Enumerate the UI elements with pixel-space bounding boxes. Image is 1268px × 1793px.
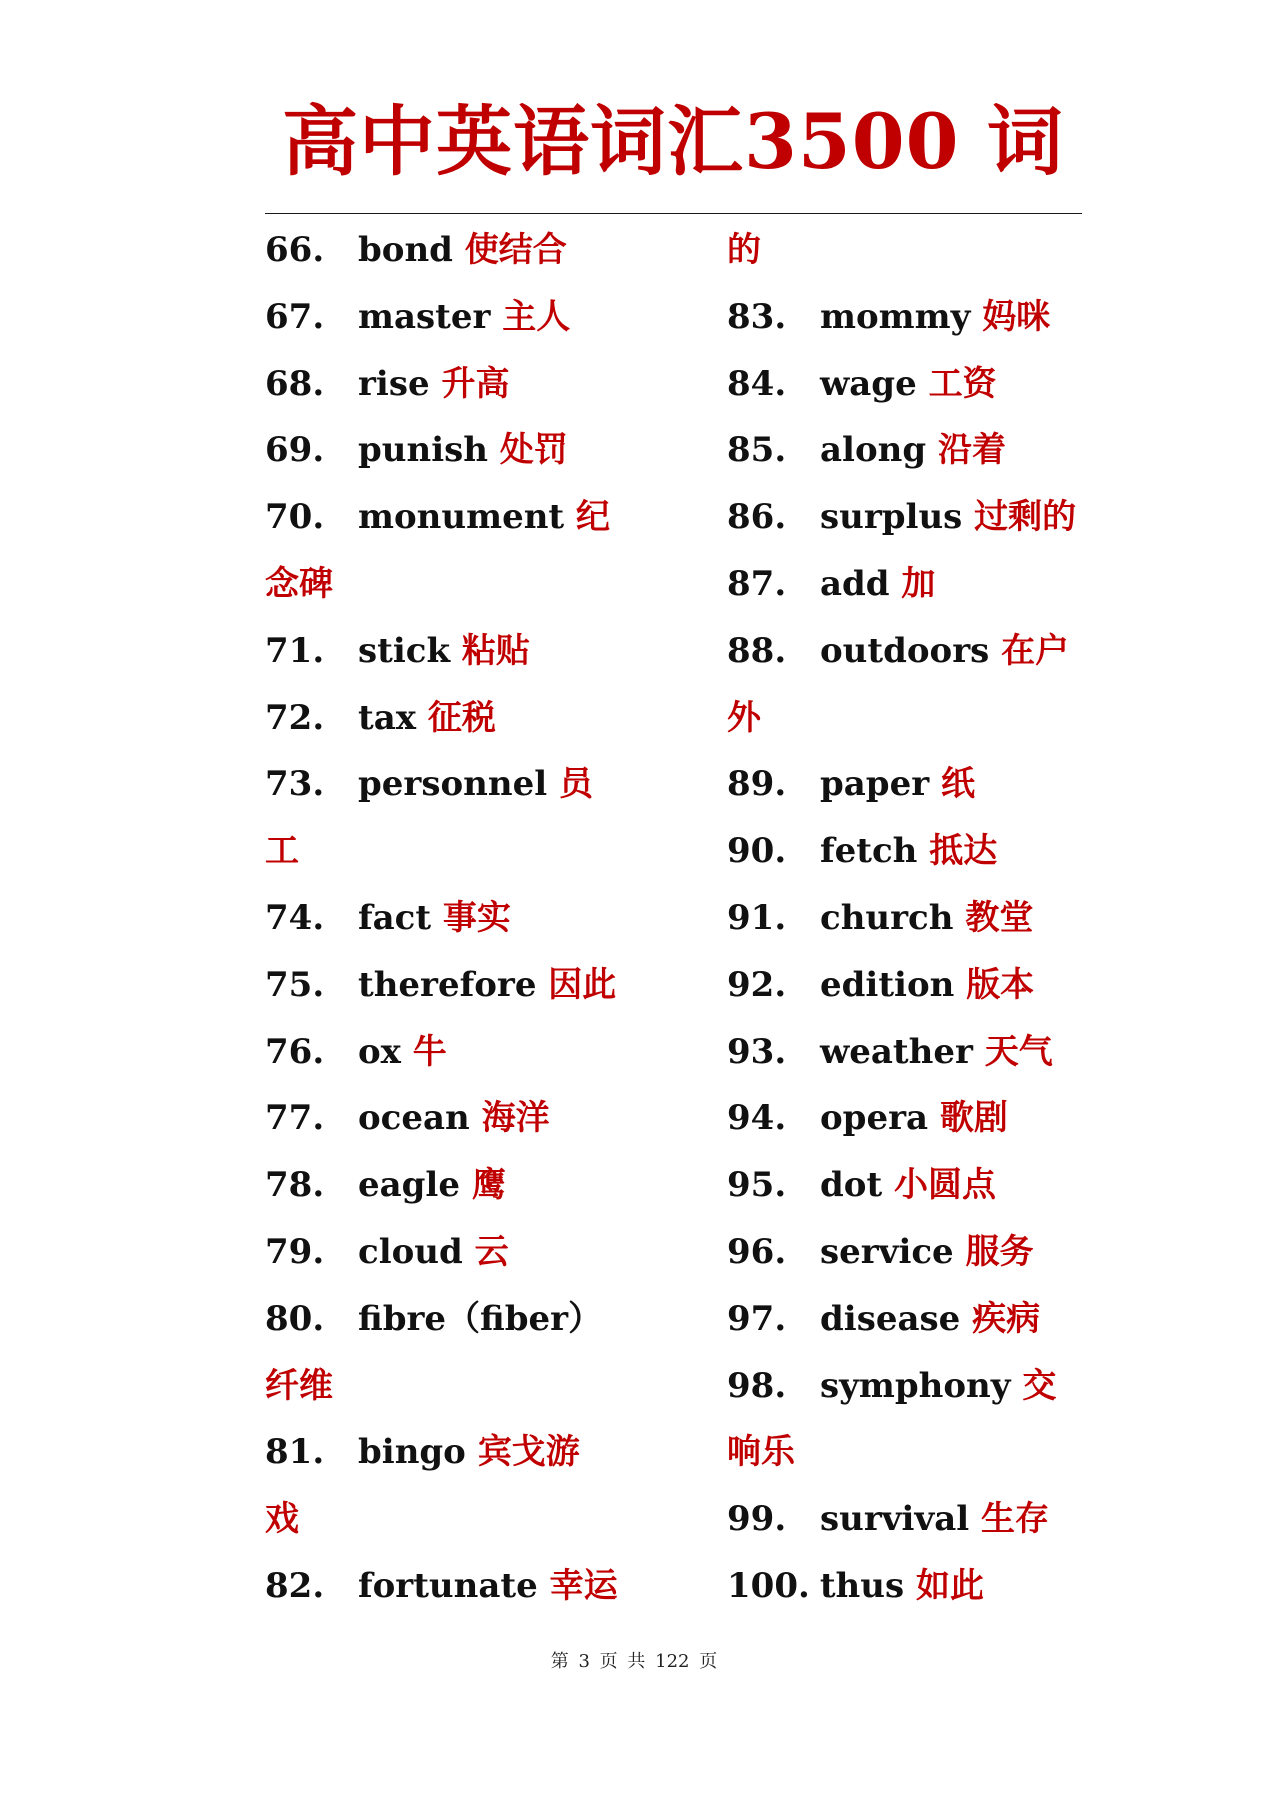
vocab-meaning: 天气 bbox=[984, 1031, 1053, 1072]
vocab-entry bbox=[265, 685, 655, 752]
vocab-number: 73. bbox=[265, 764, 325, 805]
vocab-number: 95. bbox=[727, 1165, 787, 1206]
vocab-word: fetch bbox=[820, 831, 918, 872]
vocab-word: bond bbox=[358, 230, 453, 270]
vocab-word: punish bbox=[358, 430, 488, 471]
vocab-number: 72. bbox=[265, 697, 325, 738]
vocab-number: 74. bbox=[265, 897, 325, 938]
vocab-word: eagle bbox=[358, 1165, 460, 1206]
vocab-entry bbox=[265, 618, 655, 685]
vocab-entry bbox=[265, 1219, 655, 1286]
vocab-entry bbox=[727, 1019, 1117, 1086]
vocab-meaning: 疾病 bbox=[972, 1298, 1041, 1339]
vocab-word: outdoors bbox=[820, 630, 990, 671]
vocab-meaning: 主人 bbox=[502, 296, 571, 337]
vocab-meaning: 交 bbox=[1022, 1365, 1057, 1406]
vocab-meaning: 宾戈游 bbox=[477, 1432, 580, 1473]
vocab-meaning: 妈咪 bbox=[982, 296, 1051, 337]
vocab-meaning: 过剩的 bbox=[974, 497, 1077, 538]
vocab-meaning: 海洋 bbox=[481, 1098, 550, 1139]
vocab-word: wage bbox=[820, 363, 917, 404]
vocab-entry bbox=[727, 751, 1117, 818]
vocab-word: survival bbox=[820, 1499, 970, 1540]
vocab-word: fortunate bbox=[358, 1565, 538, 1606]
vocab-continuation bbox=[265, 1353, 655, 1420]
vocab-word: weather bbox=[820, 1031, 973, 1072]
vocab-number: 90. bbox=[727, 831, 787, 872]
vocab-word: monument bbox=[358, 497, 565, 538]
vocab-entry bbox=[727, 284, 1117, 351]
vocab-column-right bbox=[727, 217, 1117, 1620]
vocab-number: 89. bbox=[727, 764, 787, 805]
vocab-meaning: 因此 bbox=[548, 964, 617, 1005]
vocab-meaning: 响乐 bbox=[727, 1432, 795, 1473]
vocab-entry bbox=[727, 618, 1117, 685]
vocab-entry bbox=[727, 1286, 1117, 1353]
vocab-word: personnel bbox=[358, 764, 548, 805]
vocab-number: 75. bbox=[265, 964, 325, 1005]
vocab-number: 86. bbox=[727, 497, 787, 538]
vocab-continuation bbox=[727, 1419, 1117, 1486]
vocab-entry bbox=[727, 351, 1117, 418]
vocab-entry bbox=[265, 885, 655, 952]
vocab-number: 88. bbox=[727, 630, 787, 671]
vocab-entry bbox=[727, 885, 1117, 952]
vocab-meaning: 工 bbox=[265, 831, 299, 872]
vocab-meaning: 加 bbox=[901, 563, 936, 604]
vocab-meaning: 沿着 bbox=[937, 430, 1006, 471]
vocab-entry bbox=[265, 1019, 655, 1086]
vocab-entry bbox=[727, 952, 1117, 1019]
vocab-word: therefore bbox=[358, 964, 537, 1005]
vocab-entry bbox=[727, 1152, 1117, 1219]
vocab-entry bbox=[265, 751, 655, 818]
vocab-number: 85. bbox=[727, 430, 787, 471]
vocab-number: 81. bbox=[265, 1432, 325, 1473]
vocab-number: 93. bbox=[727, 1031, 787, 1072]
vocab-word: thus bbox=[819, 1565, 905, 1606]
vocab-meaning: 教堂 bbox=[965, 897, 1034, 938]
vocab-column-left bbox=[265, 217, 655, 1620]
vocab-entry bbox=[265, 1553, 655, 1620]
vocab-continuation bbox=[727, 217, 1117, 284]
vocab-meaning: 歌剧 bbox=[939, 1098, 1008, 1139]
vocab-word: opera bbox=[820, 1098, 929, 1139]
vocab-meaning: 升高 bbox=[441, 363, 510, 404]
vocab-entry bbox=[727, 484, 1117, 551]
vocab-meaning: 纸 bbox=[940, 764, 975, 805]
vocab-meaning: 幸运 bbox=[549, 1565, 618, 1606]
vocab-entry bbox=[265, 1085, 655, 1152]
vocab-entry bbox=[727, 818, 1117, 885]
vocab-number: 70. bbox=[265, 497, 325, 538]
vocab-word: edition bbox=[820, 964, 955, 1005]
page-footer: 第 3 页 共 122 页 bbox=[550, 1651, 718, 1672]
vocab-number: 69. bbox=[265, 430, 325, 471]
vocab-number: 71. bbox=[265, 630, 325, 671]
vocab-entry bbox=[727, 1553, 1117, 1620]
vocab-number: 92. bbox=[727, 964, 787, 1005]
vocab-meaning: 念碑 bbox=[265, 563, 333, 604]
vocab-number: 76. bbox=[265, 1031, 325, 1072]
vocab-entry bbox=[727, 551, 1117, 618]
vocab-meaning: 粘贴 bbox=[461, 630, 530, 671]
vocab-word: church bbox=[820, 897, 954, 938]
vocab-number: 67. bbox=[265, 296, 325, 337]
vocab-entry bbox=[265, 284, 655, 351]
vocab-number: 96. bbox=[727, 1231, 787, 1272]
title-divider bbox=[265, 213, 1082, 214]
vocab-number: 78. bbox=[265, 1165, 325, 1206]
vocab-number: 79. bbox=[265, 1231, 325, 1272]
vocab-number: 97. bbox=[727, 1298, 787, 1339]
vocab-meaning: 鹰 bbox=[471, 1165, 506, 1206]
vocab-number: 77. bbox=[265, 1098, 325, 1139]
vocab-word: mommy bbox=[820, 296, 971, 337]
vocab-number: 87. bbox=[727, 563, 787, 604]
vocab-number: 84. bbox=[727, 363, 787, 404]
vocab-number: 80. bbox=[265, 1298, 325, 1339]
vocab-entry bbox=[265, 1152, 655, 1219]
vocab-continuation bbox=[265, 818, 655, 885]
vocab-meaning: 版本 bbox=[966, 964, 1035, 1005]
vocab-word: symphony bbox=[820, 1365, 1011, 1406]
vocab-continuation bbox=[265, 1486, 655, 1553]
vocab-entry bbox=[265, 1419, 655, 1486]
vocab-number: 82. bbox=[265, 1565, 325, 1606]
vocab-entry bbox=[265, 952, 655, 1019]
vocab-word: service bbox=[820, 1231, 954, 1272]
vocab-word: rise bbox=[358, 363, 430, 404]
vocab-number: 98. bbox=[727, 1365, 787, 1406]
vocab-meaning: 工资 bbox=[928, 363, 997, 404]
vocab-meaning: 纤维 bbox=[265, 1365, 333, 1406]
vocab-meaning: 事实 bbox=[442, 897, 511, 938]
vocab-meaning: 使结合 bbox=[464, 230, 567, 270]
vocab-word: surplus bbox=[820, 497, 963, 538]
vocab-entry bbox=[727, 1219, 1117, 1286]
vocab-entry bbox=[727, 1353, 1117, 1420]
vocab-meaning: 服务 bbox=[965, 1231, 1034, 1272]
vocab-word: along bbox=[820, 430, 927, 471]
vocab-number: 100. bbox=[727, 1565, 810, 1606]
vocab-number: 83. bbox=[727, 296, 787, 337]
vocab-meaning: 戏 bbox=[265, 1499, 299, 1540]
vocab-word: bingo bbox=[358, 1432, 466, 1473]
vocab-entry bbox=[265, 351, 655, 418]
vocab-word: tax bbox=[358, 697, 417, 738]
vocab-word: ox bbox=[358, 1031, 401, 1072]
vocab-meaning: 外 bbox=[727, 697, 761, 738]
vocab-number: 68. bbox=[265, 363, 325, 404]
vocab-entry bbox=[727, 1085, 1117, 1152]
vocab-continuation bbox=[727, 685, 1117, 752]
vocab-meaning: 如此 bbox=[915, 1565, 984, 1606]
vocab-meaning: 生存 bbox=[981, 1499, 1049, 1540]
vocab-word: cloud bbox=[358, 1231, 463, 1272]
vocab-meaning: 云 bbox=[474, 1231, 509, 1272]
vocab-entry bbox=[265, 1286, 655, 1353]
vocab-word: paper bbox=[820, 764, 930, 805]
vocab-word: dot bbox=[820, 1165, 883, 1206]
vocab-word: add bbox=[820, 563, 890, 604]
vocab-number: 99. bbox=[727, 1499, 787, 1540]
vocab-meaning: 员 bbox=[558, 764, 593, 805]
vocab-meaning: 在户 bbox=[1001, 630, 1070, 671]
vocab-entry bbox=[727, 1486, 1117, 1553]
vocab-number: 94. bbox=[727, 1098, 787, 1139]
vocab-entry bbox=[265, 217, 655, 284]
vocab-word: master bbox=[358, 296, 491, 337]
vocab-number: 66. bbox=[265, 230, 325, 270]
vocab-meaning: 征税 bbox=[427, 697, 496, 738]
vocab-entry bbox=[265, 484, 655, 551]
vocab-word: ocean bbox=[358, 1098, 470, 1139]
vocab-word: disease bbox=[820, 1298, 961, 1339]
vocab-word: fibre（fiber） bbox=[358, 1298, 603, 1339]
vocab-meaning: 小圆点 bbox=[894, 1165, 996, 1206]
page-title: 高中英语词汇3500 词 bbox=[282, 97, 1064, 186]
vocab-entry bbox=[265, 417, 655, 484]
vocab-meaning: 牛 bbox=[412, 1031, 447, 1072]
vocab-meaning: 的 bbox=[727, 230, 761, 270]
vocab-meaning: 处罚 bbox=[499, 430, 568, 471]
vocab-meaning: 抵达 bbox=[929, 831, 998, 872]
vocab-meaning: 纪 bbox=[575, 497, 610, 538]
vocab-word: stick bbox=[358, 630, 451, 671]
vocab-entry bbox=[727, 417, 1117, 484]
vocab-number: 91. bbox=[727, 897, 787, 938]
vocab-word: fact bbox=[358, 897, 432, 938]
vocab-continuation bbox=[265, 551, 655, 618]
